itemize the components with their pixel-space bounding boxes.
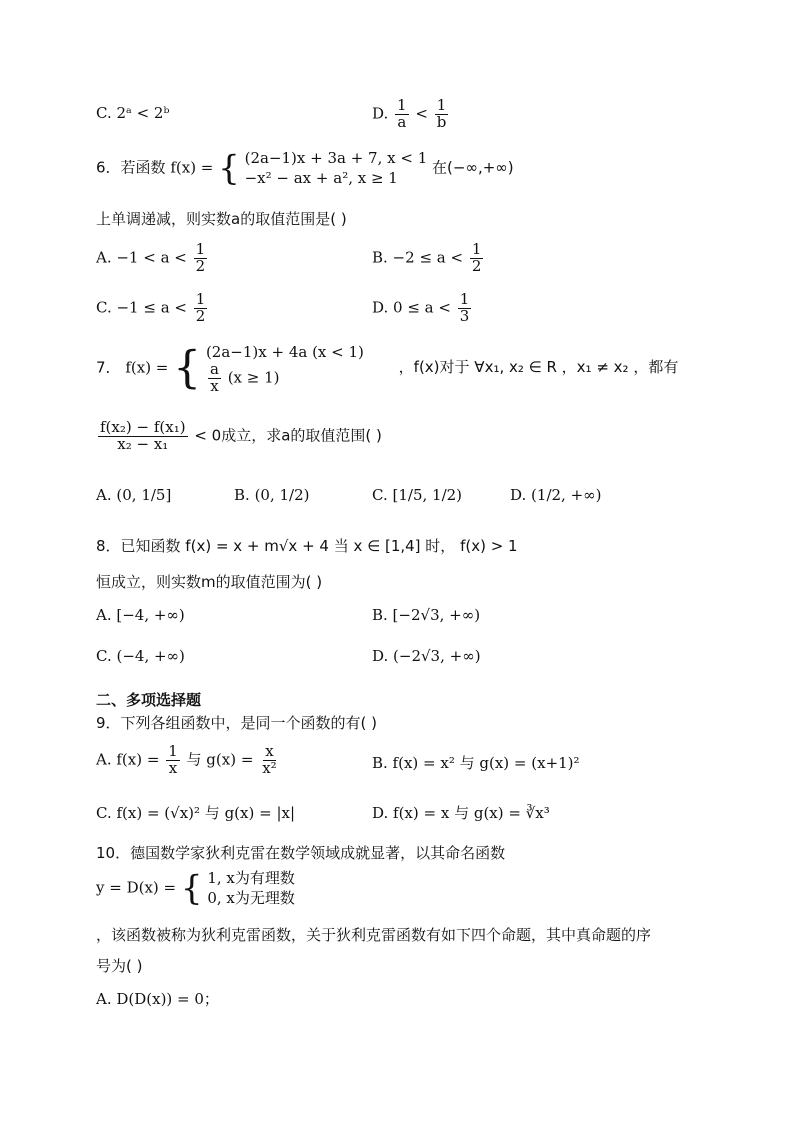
q7-option-a: A. (0, 1/5] — [96, 486, 172, 504]
q8-stem-line2: 恒成立，则实数m的取值范围为( ) — [96, 573, 323, 591]
q5-option-c: C. 2ᵃ < 2ᵇ — [96, 104, 170, 122]
section-title: 二、多项选择题 — [96, 691, 202, 709]
q9-stem: 9．下列各组函数中，是同一个函数的有( ) — [96, 714, 378, 732]
q7-option-c: C. [1/5, 1/2) — [372, 486, 463, 504]
q8-option-b: B. [−2√3, +∞) — [372, 606, 481, 624]
q6-option-c: C. −1 ≤ a < $\frac{1}{2}$ — [96, 290, 206, 325]
option-label: D. — [372, 104, 389, 123]
q10-stem: 10．德国数学家狄利克雷在数学领域成就显著，以其命名函数 — [96, 844, 506, 862]
q6-option-b: B. −2 ≤ a < $\frac{1}{2}$ — [372, 240, 482, 275]
q10-stem-line4: 号为( ) — [96, 957, 143, 975]
q7-stem: 7． f(x) = { (2a−1)x + 4a (x < 1) $\frac{a}{x}$ (x ≥ 1) ，f(x)对于 ∀x₁, x₂ ∈ R ，x₁ ≠ x₂ ，都有 — [96, 342, 679, 395]
left-brace: { — [218, 148, 240, 189]
fraction: $\frac{1}{b}$ — [436, 96, 447, 131]
q9-option-d: D. f(x) = x 与 g(x) = ∛x³ — [372, 804, 550, 822]
q9-option-b: B. f(x) = x² 与 g(x) = (x+1)² — [372, 754, 580, 772]
q10-option-a: A. D(D(x)) = 0； — [96, 990, 219, 1008]
q7-option-d: D. (1/2, +∞) — [510, 486, 602, 504]
piecewise-cases: (2a−1)x + 4a (x < 1) $\frac{a}{x}$ (x ≥ 1) — [205, 343, 364, 395]
q5-option-d: D. $\frac{1}{a}$ < $\frac{1}{b}$ — [372, 96, 447, 131]
piecewise-cases: (2a−1)x + 3a + 7, x < 1 −x² − ax + a², x ≥ 1 — [244, 149, 428, 188]
q8-option-c: C. (−4, +∞) — [96, 647, 185, 665]
left-brace: { — [173, 342, 202, 394]
q6-option-d: D. 0 ≤ a < $\frac{1}{3}$ — [372, 290, 470, 325]
q7-inequality: $\frac{\text{f(x₂) − f(x₁)}}{\text{x₂ − x₁}}$ < 0成立，求a的取值范围( ) — [100, 418, 382, 453]
q6-stem: 6．若函数 f(x) = { (2a−1)x + 3a + 7, x < 1 −x² − ax + a², x ≥ 1 在(−∞,+∞) — [96, 148, 514, 189]
q9-option-a: A. f(x) = $\frac{1}{x}$ 与 g(x) = $\frac{x}{\text{x²}}$ — [96, 742, 277, 777]
q9-option-c: C. f(x) = (√x)² 与 g(x) = |x| — [96, 804, 296, 822]
q8-option-d: D. (−2√3, +∞) — [372, 647, 481, 665]
q8-option-a: A. [−4, +∞) — [96, 606, 185, 624]
piecewise-cases: 1, x为有理数 0, x为无理数 — [207, 869, 295, 908]
q8-stem: 8．已知函数 f(x) = x + m√x + 4 当 x ∈ [1,4] 时， f(x) > 1 — [96, 537, 518, 555]
q6-option-a: A. −1 < a < $\frac{1}{2}$ — [96, 240, 206, 275]
q10-stem-line3: ，该函数被称为狄利克雷函数，关于狄利克雷函数有如下四个命题，其中真命题的序 — [96, 926, 652, 944]
q7-option-b: B. (0, 1/2) — [234, 486, 310, 504]
fraction: $\frac{1}{a}$ — [397, 96, 407, 131]
q10-function: y = D(x) = { 1, x为有理数 0, x为无理数 — [96, 868, 295, 909]
left-brace: { — [180, 868, 203, 909]
q6-stem-line2: 上单调递减，则实数a的取值范围是( ) — [96, 210, 347, 228]
